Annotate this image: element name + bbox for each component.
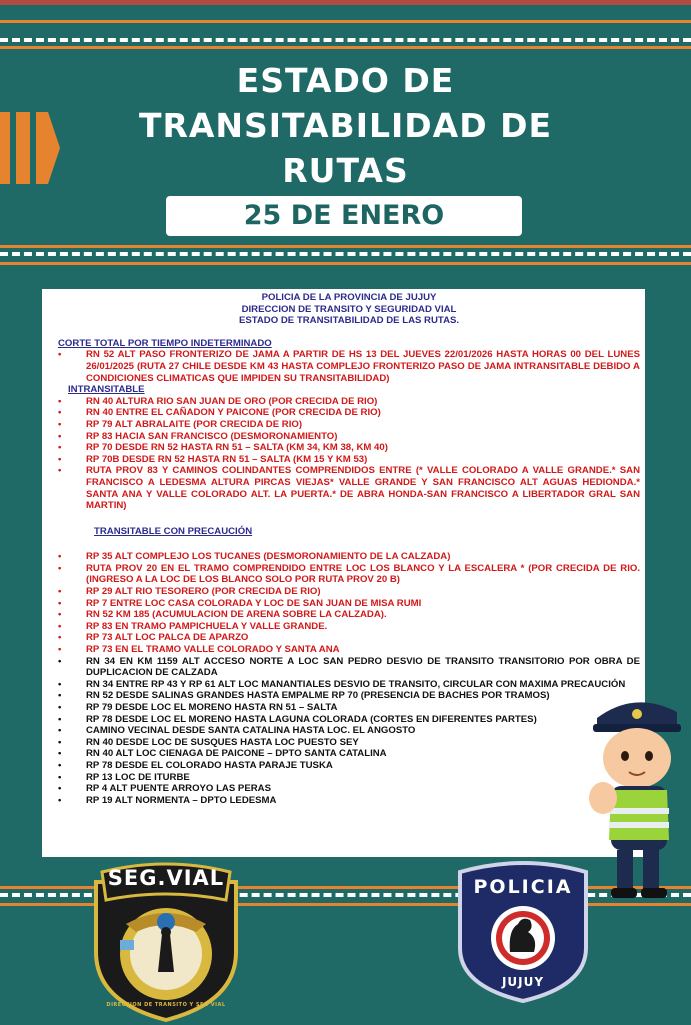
seg-vial-badge: [86, 862, 246, 1022]
list-item: • RP 73 ALT LOC PALCA DE APARZO: [58, 632, 640, 644]
orange-rule: [0, 245, 691, 248]
list-item: • RP 19 ALT NORMENTA – DPTO LEDESMA: [58, 795, 640, 807]
list-item: • RP 73 EN EL TRAMO VALLE COLORADO Y SANTA ANA: [58, 644, 640, 656]
list-item: • RN 52 DESDE SALINAS GRANDES HASTA EMPALME RP 70 (PRESENCIA DE BACHES POR TRAMOS): [58, 690, 640, 702]
list-item: • RN 40 ALT LOC CIENAGA DE PAICONE – DPTO SANTA CATALINA: [58, 748, 640, 760]
top-red-bar: [0, 0, 691, 5]
list-item: • RN 40 ENTRE EL CAÑADON Y PAICONE (POR CRECIDA DE RIO): [58, 407, 640, 419]
list-item: • RP 79 DESDE LOC EL MORENO HASTA RN 51 – SALTA: [58, 702, 640, 714]
list-item: • RP 78 DESDE LOC EL MORENO HASTA LAGUNA COLORADA (CORTES EN DIFERENTES PARTES): [58, 714, 640, 726]
list-item: • RUTA PROV 20 EN EL TRAMO COMPRENDIDO ENTRE LOC LOS BLANCO Y LA ESCALERA * (POR CRECIDA DE RIO. (INGRESO A LA LOC DE LOS BLANCO SOLO POR RUTA PROV 20 B): [58, 563, 640, 586]
list-item: • RN 52 ALT PASO FRONTERIZO DE JAMA A PARTIR DE HS 13 DEL JUEVES 22/01/2026 HASTA HORAS 00 DEL LUNES 26/01/2025 (RUTA 27 CHILE DESDE KM 43 HASTA COMPLEJO FRONTERIZO PASO DE JAMA INTRANSITABLE DEBIDO A CONDICIONES CLIMATICAS QUE IMPIDEN SU TRANSITABILIDAD): [58, 349, 640, 384]
list-item: • RP 78 DESDE EL COLORADO HASTA PARAJE TUSKA: [58, 760, 640, 772]
section-heading-precaucion: TRANSITABLE CON PRECAUCIÓN: [94, 525, 253, 537]
header-line: ESTADO DE TRANSITABILIDAD DE LAS RUTAS.: [238, 315, 460, 327]
dashed-line: [0, 252, 691, 256]
list-item: • RP 79 ALT ABRALAITE (POR CRECIDA DE RIO): [58, 419, 640, 431]
badge-title: SEG.VIAL: [107, 866, 225, 890]
list-item: • RN 40 DESDE LOC DE SUSQUES HASTA LOC PUESTO SEY: [58, 737, 640, 749]
orange-rule: [0, 46, 691, 49]
date-badge: 25 DE ENERO: [166, 196, 522, 236]
list-item: • RN 52 KM 185 (ACUMULACION DE ARENA SOBRE LA CALZADA).: [58, 609, 640, 621]
list-item: • RP 29 ALT RIO TESORERO (POR CRECIDA DE RIO): [58, 586, 640, 598]
shield-title: POLICIA: [473, 876, 573, 898]
document-content: [58, 292, 640, 806]
list-item: • RP 83 HACIA SAN FRANCISCO (DESMORONAMIENTO): [58, 431, 640, 443]
document-header: [58, 292, 640, 327]
section-heading-intransitable: INTRANSITABLE: [68, 384, 145, 396]
badge-ring-text: DIRECCION DE TRANSITO Y SEG VIAL: [106, 1002, 226, 1008]
orange-rule: [0, 20, 691, 23]
list-item: • RUTA PROV 83 Y CAMINOS COLINDANTES COMPRENDIDOS ENTRE (* VALLE COLORADO A VALLE GRANDE.* SAN FRANCISCO A LEDESMA ALTURA PIRCAS VIEJAS* VALLE GRANDE Y SAN FRANCISCO ALT AGUAS HEDIONDA.* SANTA ANA Y VALLE COLORADO ALT. LA PUERTA.* DE ABRA HONDA-SAN FRANCISCO A LIBERTADOR GRAL SAN MARTIN): [58, 465, 640, 511]
header-line: POLICIA DE LA PROVINCIA DE JUJUY: [261, 292, 437, 303]
title-line: TRANSITABILIDAD DE: [138, 106, 553, 145]
dashed-line: [0, 38, 691, 42]
header-line: DIRECCION DE TRANSITO Y SEGURIDAD VIAL: [241, 303, 457, 315]
list-item: • RN 40 ALTURA RIO SAN JUAN DE ORO (POR CRECIDA DE RIO): [58, 396, 640, 408]
page-title: [0, 58, 691, 193]
list-item: • RN 34 EN KM 1159 ALT ACCESO NORTE A LOC SAN PEDRO DESVIO DE TRANSITO TRANSITORIO POR OBRA DE DUPLICACION DE CALZADA: [58, 656, 640, 679]
title-line: RUTAS: [282, 151, 409, 190]
list-item: • RP 7 ENTRE LOC CASA COLORADA Y LOC DE SAN JUAN DE MISA RUMI: [58, 598, 640, 610]
list-item: • RP 70 DESDE RN 52 HASTA RN 51 – SALTA (KM 34, KM 38, KM 40): [58, 442, 640, 454]
traffic-officer-illustration: [585, 690, 691, 905]
list-item: • RP 4 ALT PUENTE ARROYO LAS PERAS: [58, 783, 640, 795]
title-line: ESTADO DE: [236, 61, 455, 100]
list-item: • RP 13 LOC DE ITURBE: [58, 772, 640, 784]
section-heading-corte: CORTE TOTAL POR TIEMPO INDETERMINADO: [58, 337, 272, 349]
list-item: • RP 70B DESDE RN 52 HASTA RN 51 – SALTA (KM 15 Y KM 53): [58, 454, 640, 466]
list-item: • RP 83 EN TRAMO PAMPICHUELA Y VALLE GRANDE.: [58, 621, 640, 633]
policia-jujuy-shield: [448, 858, 598, 1003]
list-item: • CAMINO VECINAL DESDE SANTA CATALINA HASTA LOC. EL ANGOSTO: [58, 725, 640, 737]
orange-rule: [0, 262, 691, 265]
shield-subtitle: JUJUY: [501, 975, 545, 989]
list-item: • RN 34 ENTRE RP 43 Y RP 61 ALT LOC MANANTIALES DESVIO DE TRANSITO, CIRCULAR CON MAXIMA PRECAUCIÓN: [58, 679, 640, 691]
list-item: • RP 35 ALT COMPLEJO LOS TUCANES (DESMORONAMIENTO DE LA CALZADA): [58, 551, 640, 563]
